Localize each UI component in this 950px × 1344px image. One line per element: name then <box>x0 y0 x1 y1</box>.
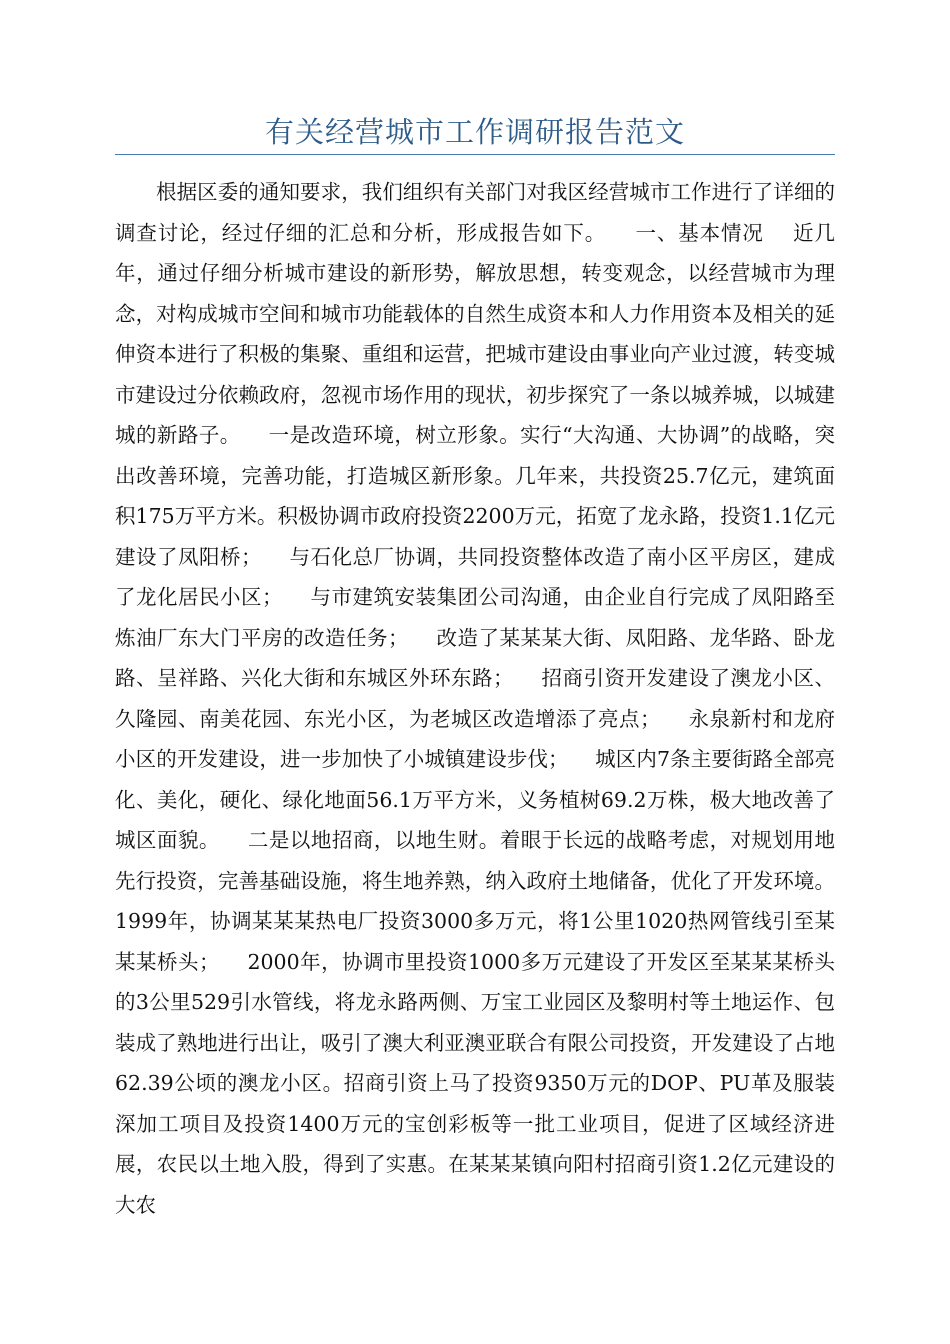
document-title: 有关经营城市工作调研报告范文 <box>264 115 685 149</box>
title-underline <box>115 154 835 155</box>
document-body: 根据区委的通知要求，我们组织有关部门对我区经营城市工作进行了详细的调查讨论，经过仔细的汇总和分析，形成报告如下。 一、基本情况 近几年，通过仔细分析城市建设的新形势，解放思想，转变观念，以经营城市为理念，对构成城市空间和城市功能载体的自然生成资本和人力作用资本及相关的延伸资本进行了积极的集聚、重组和运营，把城市建设由事业向产业过渡，转变城市建设过分依赖政府，忽视市场作用的现状，初步探究了一条以城养城，以城建城的新路子。 一是改造环境，树立形象。实行“大沟通、大协调”的战略，突出改善环境，完善功能，打造城区新形象。几年来，共投资25.7亿元，建筑面积175万平方米。积极协调市政府投资2200万元，拓宽了龙永路，投资1.1亿元建设了凤阳桥； 与石化总厂协调，共同投资整体改造了南小区平房区，建成了龙化居民小区； 与市建筑安装集团公司沟通，由企业自行完成了凤阳路至炼油厂东大门平房的改造任务； 改造了某某某大街、凤阳路、龙华路、卧龙路、呈祥路、兴化大街和东城区外环东路； 招商引资开发建设了澳龙小区、久隆园、南美花园、东光小区，为老城区改造增添了亮点； 永泉新村和龙府小区的开发建设，进一步加快了小城镇建设步伐； 城区内7条主要街路全部亮化、美化，硬化、绿化地面56.1万平方米，义务植树69.2万株，极大地改善了城区面貌。 二是以地招商，以地生财。着眼于长远的战略考虑，对规划用地先行投资，完善基础设施，将生地养熟，纳入政府土地储备，优化了开发环境。1999年，协调某某某热电厂投资3000多万元，将1公里1020热网管线引至某某某桥头； 2000年，协调市里投资1000多万元建设了开发区至某某某桥头的3公里529引水管线，将龙永路两侧、万宝工业园区及黎明村等土地运作、包装成了熟地进行出让，吸引了澳大利亚澳亚联合有限公司投资，开发建设了占地62.39公顷的澳龙小区。招商引资上马了投资9350万元的DOP、PU革及服装深加工项目及投资1400万元的宝创彩板等一批工业项目，促进了区域经济进展，农民以土地入股，得到了实惠。在某某某镇向阳村招商引资1.2亿元建设的大农 <box>115 180 835 1217</box>
